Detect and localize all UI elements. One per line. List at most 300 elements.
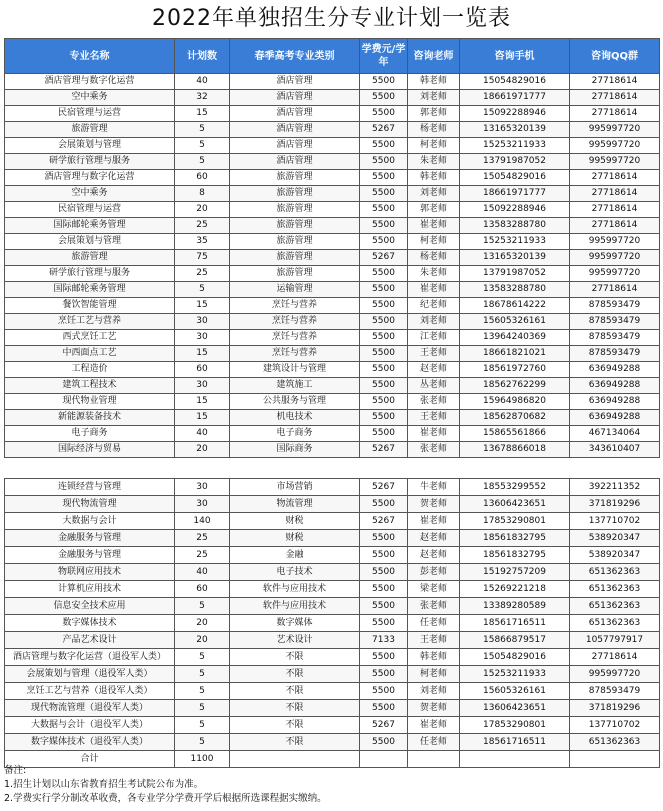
cell-teacher: 刘老师 xyxy=(408,683,460,700)
cell-tuition: 5500 xyxy=(360,598,408,615)
cell-major: 现代物流管理 xyxy=(5,496,175,513)
cell-qq: 371819296 xyxy=(570,700,660,717)
cell-phone: 15253211933 xyxy=(460,666,570,683)
header-major-name: 专业名称 xyxy=(5,39,175,74)
cell-major: 数字媒体技术（退役军人类） xyxy=(5,734,175,751)
cell-tuition: 5267 xyxy=(360,442,408,458)
cell-qq: 651362363 xyxy=(570,598,660,615)
header-row xyxy=(5,39,660,74)
cell-category: 软件与应用技术 xyxy=(230,598,360,615)
cell-phone: 13583288780 xyxy=(460,218,570,234)
total-value: 1100 xyxy=(175,751,230,768)
notes xyxy=(4,764,659,806)
cell-category: 软件与应用技术 xyxy=(230,581,360,598)
cell-plan: 20 xyxy=(175,442,230,458)
cell-plan: 5 xyxy=(175,649,230,666)
cell-category: 不限 xyxy=(230,683,360,700)
enrollment-table-part-2 xyxy=(4,478,660,768)
cell-plan: 25 xyxy=(175,218,230,234)
cell-teacher: 贺老师 xyxy=(408,496,460,513)
table-row xyxy=(5,106,660,122)
table-row xyxy=(5,154,660,170)
cell-teacher: 郭老师 xyxy=(408,106,460,122)
cell-category: 国际商务 xyxy=(230,442,360,458)
cell-qq: 343610407 xyxy=(570,442,660,458)
cell-qq: 371819296 xyxy=(570,496,660,513)
cell-plan: 60 xyxy=(175,362,230,378)
cell-phone: 18678614222 xyxy=(460,298,570,314)
cell-category: 不限 xyxy=(230,666,360,683)
cell-qq: 538920347 xyxy=(570,547,660,564)
cell-teacher: 赵老师 xyxy=(408,547,460,564)
cell-qq: 1057797917 xyxy=(570,632,660,649)
table-row xyxy=(5,362,660,378)
header-plan-count: 计划数 xyxy=(175,39,230,74)
cell-category: 电子技术 xyxy=(230,564,360,581)
table-row xyxy=(5,122,660,138)
cell-major: 烹饪工艺与营养 xyxy=(5,314,175,330)
cell-qq: 995997720 xyxy=(570,138,660,154)
cell-plan: 30 xyxy=(175,479,230,496)
cell-phone: 15866879517 xyxy=(460,632,570,649)
cell-major: 数字媒体技术 xyxy=(5,615,175,632)
cell-teacher: 江老师 xyxy=(408,330,460,346)
header-phone: 咨询手机 xyxy=(460,39,570,74)
cell-major: 中西面点工艺 xyxy=(5,346,175,362)
cell-tuition: 5500 xyxy=(360,666,408,683)
cell-teacher: 韩老师 xyxy=(408,74,460,90)
cell-category: 不限 xyxy=(230,734,360,751)
cell-qq: 995997720 xyxy=(570,234,660,250)
cell-major: 旅游管理 xyxy=(5,122,175,138)
cell-plan: 15 xyxy=(175,106,230,122)
cell-phone: 13389280589 xyxy=(460,598,570,615)
cell-qq: 27718614 xyxy=(570,170,660,186)
cell-tuition: 5500 xyxy=(360,106,408,122)
cell-plan: 60 xyxy=(175,170,230,186)
cell-category: 金融 xyxy=(230,547,360,564)
table-row xyxy=(5,615,660,632)
cell-plan: 20 xyxy=(175,615,230,632)
cell-tuition: 5500 xyxy=(360,496,408,513)
table-row xyxy=(5,632,660,649)
table-row xyxy=(5,170,660,186)
table-row xyxy=(5,666,660,683)
cell-category: 公共服务与管理 xyxy=(230,394,360,410)
cell-category: 酒店管理 xyxy=(230,138,360,154)
cell-qq: 651362363 xyxy=(570,615,660,632)
cell-category: 旅游管理 xyxy=(230,218,360,234)
cell-plan: 5 xyxy=(175,717,230,734)
cell-tuition: 5500 xyxy=(360,362,408,378)
cell-tuition: 5267 xyxy=(360,479,408,496)
cell-qq: 27718614 xyxy=(570,186,660,202)
cell-teacher: 赵老师 xyxy=(408,362,460,378)
cell-teacher: 崔老师 xyxy=(408,513,460,530)
cell-plan: 5 xyxy=(175,282,230,298)
cell-plan: 35 xyxy=(175,234,230,250)
cell-phone: 15865561866 xyxy=(460,426,570,442)
table-row xyxy=(5,298,660,314)
cell-phone: 13583288780 xyxy=(460,282,570,298)
cell-category: 酒店管理 xyxy=(230,154,360,170)
cell-category: 建筑施工 xyxy=(230,378,360,394)
cell-teacher: 韩老师 xyxy=(408,649,460,666)
cell-phone: 13964240369 xyxy=(460,330,570,346)
cell-tuition: 5500 xyxy=(360,154,408,170)
cell-plan: 60 xyxy=(175,581,230,598)
cell-category: 机电技术 xyxy=(230,410,360,426)
table-row xyxy=(5,218,660,234)
table-row xyxy=(5,266,660,282)
cell-tuition: 5500 xyxy=(360,202,408,218)
cell-tuition: 5500 xyxy=(360,186,408,202)
cell-tuition: 7133 xyxy=(360,632,408,649)
cell-qq: 27718614 xyxy=(570,649,660,666)
cell-qq: 27718614 xyxy=(570,282,660,298)
cell-tuition: 5267 xyxy=(360,122,408,138)
cell-teacher: 郭老师 xyxy=(408,202,460,218)
cell-teacher: 彭老师 xyxy=(408,564,460,581)
cell-category: 财税 xyxy=(230,530,360,547)
cell-tuition: 5500 xyxy=(360,683,408,700)
cell-category: 烹饪与营养 xyxy=(230,330,360,346)
cell-qq: 878593479 xyxy=(570,314,660,330)
header-qq: 咨询QQ群 xyxy=(570,39,660,74)
cell-major: 建筑工程技术 xyxy=(5,378,175,394)
cell-category: 酒店管理 xyxy=(230,74,360,90)
cell-category: 数字媒体 xyxy=(230,615,360,632)
cell-major: 会展策划与管理（退役军人类） xyxy=(5,666,175,683)
cell-category: 运输管理 xyxy=(230,282,360,298)
cell-plan: 5 xyxy=(175,734,230,751)
cell-category: 酒店管理 xyxy=(230,122,360,138)
cell-teacher: 刘老师 xyxy=(408,314,460,330)
cell-category: 建筑设计与管理 xyxy=(230,362,360,378)
cell-phone: 13791987052 xyxy=(460,266,570,282)
cell-major: 国际经济与贸易 xyxy=(5,442,175,458)
cell-plan: 32 xyxy=(175,90,230,106)
cell-qq: 878593479 xyxy=(570,330,660,346)
cell-major: 旅游管理 xyxy=(5,250,175,266)
cell-qq: 995997720 xyxy=(570,250,660,266)
cell-teacher: 赵老师 xyxy=(408,530,460,547)
cell-major: 空中乘务 xyxy=(5,186,175,202)
cell-major: 工程造价 xyxy=(5,362,175,378)
cell-plan: 30 xyxy=(175,314,230,330)
table-row xyxy=(5,496,660,513)
cell-phone: 17853290801 xyxy=(460,717,570,734)
cell-category: 酒店管理 xyxy=(230,106,360,122)
cell-teacher: 崔老师 xyxy=(408,282,460,298)
cell-major: 酒店管理与数字化运营 xyxy=(5,170,175,186)
cell-qq: 636949288 xyxy=(570,362,660,378)
cell-qq: 995997720 xyxy=(570,154,660,170)
cell-phone: 18661971777 xyxy=(460,186,570,202)
cell-category: 旅游管理 xyxy=(230,186,360,202)
cell-qq: 651362363 xyxy=(570,734,660,751)
cell-category: 物流管理 xyxy=(230,496,360,513)
cell-category: 旅游管理 xyxy=(230,202,360,218)
cell-phone: 18561832795 xyxy=(460,547,570,564)
cell-qq: 137710702 xyxy=(570,513,660,530)
cell-teacher: 朱老师 xyxy=(408,266,460,282)
cell-teacher: 张老师 xyxy=(408,442,460,458)
header-teacher: 咨询老师 xyxy=(408,39,460,74)
cell-teacher: 柯老师 xyxy=(408,138,460,154)
cell-phone: 13791987052 xyxy=(460,154,570,170)
cell-qq: 995997720 xyxy=(570,122,660,138)
cell-teacher: 韩老师 xyxy=(408,170,460,186)
table-row xyxy=(5,717,660,734)
cell-plan: 15 xyxy=(175,346,230,362)
cell-tuition: 5500 xyxy=(360,218,408,234)
cell-tuition: 5500 xyxy=(360,581,408,598)
table-row xyxy=(5,234,660,250)
cell-tuition: 5500 xyxy=(360,138,408,154)
cell-plan: 5 xyxy=(175,700,230,717)
cell-plan: 140 xyxy=(175,513,230,530)
cell-teacher: 牛老师 xyxy=(408,479,460,496)
cell-plan: 5 xyxy=(175,666,230,683)
table-row xyxy=(5,346,660,362)
cell-tuition: 5500 xyxy=(360,234,408,250)
cell-phone: 18561832795 xyxy=(460,530,570,547)
cell-major: 酒店管理与数字化运营（退役军人类） xyxy=(5,649,175,666)
cell-teacher: 纪老师 xyxy=(408,298,460,314)
cell-plan: 15 xyxy=(175,394,230,410)
cell-phone: 15192757209 xyxy=(460,564,570,581)
cell-qq: 27718614 xyxy=(570,106,660,122)
note-item: 2.学费实行学分制改革收费，各专业学分学费开学后根据所选课程据实缴纳。 xyxy=(4,793,327,804)
cell-teacher: 丛老师 xyxy=(408,378,460,394)
cell-major: 物联网应用技术 xyxy=(5,564,175,581)
cell-plan: 40 xyxy=(175,426,230,442)
cell-tuition: 5500 xyxy=(360,564,408,581)
cell-phone: 15092288946 xyxy=(460,106,570,122)
table-row xyxy=(5,442,660,458)
cell-qq: 878593479 xyxy=(570,346,660,362)
cell-category: 不限 xyxy=(230,700,360,717)
cell-plan: 25 xyxy=(175,547,230,564)
cell-major: 研学旅行管理与服务 xyxy=(5,266,175,282)
cell-teacher: 张老师 xyxy=(408,394,460,410)
cell-phone: 13165320139 xyxy=(460,250,570,266)
cell-teacher: 朱老师 xyxy=(408,154,460,170)
cell-plan: 20 xyxy=(175,632,230,649)
cell-teacher: 王老师 xyxy=(408,346,460,362)
cell-phone: 15253211933 xyxy=(460,138,570,154)
cell-tuition: 5267 xyxy=(360,250,408,266)
cell-tuition: 5500 xyxy=(360,266,408,282)
cell-qq: 636949288 xyxy=(570,410,660,426)
cell-teacher: 刘老师 xyxy=(408,90,460,106)
cell-plan: 8 xyxy=(175,186,230,202)
cell-major: 现代物流管理（退役军人类） xyxy=(5,700,175,717)
cell-teacher: 崔老师 xyxy=(408,218,460,234)
cell-category: 烹饪与营养 xyxy=(230,346,360,362)
cell-teacher: 杨老师 xyxy=(408,122,460,138)
table-row xyxy=(5,598,660,615)
cell-category: 旅游管理 xyxy=(230,170,360,186)
cell-major: 餐饮智能管理 xyxy=(5,298,175,314)
notes-heading: 备注: xyxy=(4,765,27,776)
cell-tuition: 5500 xyxy=(360,734,408,751)
table-row xyxy=(5,734,660,751)
cell-tuition: 5267 xyxy=(360,717,408,734)
total-label: 合计 xyxy=(5,751,175,768)
table-row xyxy=(5,202,660,218)
cell-qq: 467134064 xyxy=(570,426,660,442)
table-row xyxy=(5,74,660,90)
cell-category: 电子商务 xyxy=(230,426,360,442)
cell-category: 旅游管理 xyxy=(230,234,360,250)
cell-tuition: 5500 xyxy=(360,170,408,186)
table-row xyxy=(5,649,660,666)
cell-phone: 18661821021 xyxy=(460,346,570,362)
cell-major: 金融服务与管理 xyxy=(5,530,175,547)
cell-tuition: 5500 xyxy=(360,530,408,547)
cell-phone: 18562762299 xyxy=(460,378,570,394)
cell-tuition: 5500 xyxy=(360,700,408,717)
cell-teacher: 柯老师 xyxy=(408,234,460,250)
cell-phone: 13165320139 xyxy=(460,122,570,138)
cell-tuition: 5500 xyxy=(360,378,408,394)
table-row xyxy=(5,378,660,394)
table-row xyxy=(5,394,660,410)
cell-tuition: 5500 xyxy=(360,394,408,410)
cell-phone: 15054829016 xyxy=(460,74,570,90)
cell-phone: 18561972760 xyxy=(460,362,570,378)
cell-category: 烹饪与营养 xyxy=(230,298,360,314)
cell-qq: 651362363 xyxy=(570,581,660,598)
cell-tuition: 5500 xyxy=(360,314,408,330)
table-row xyxy=(5,683,660,700)
cell-major: 会展策划与管理 xyxy=(5,234,175,250)
cell-category: 市场营销 xyxy=(230,479,360,496)
cell-teacher: 柯老师 xyxy=(408,666,460,683)
cell-major: 产品艺术设计 xyxy=(5,632,175,649)
page-title: 2022年单独招生分专业计划一览表 xyxy=(152,6,511,31)
cell-qq: 538920347 xyxy=(570,530,660,547)
cell-major: 电子商务 xyxy=(5,426,175,442)
cell-phone: 15605326161 xyxy=(460,314,570,330)
cell-category: 烹饪与营养 xyxy=(230,314,360,330)
cell-major: 会展策划与管理 xyxy=(5,138,175,154)
cell-plan: 15 xyxy=(175,410,230,426)
cell-plan: 75 xyxy=(175,250,230,266)
cell-qq: 392211352 xyxy=(570,479,660,496)
cell-major: 烹饪工艺与营养（退役军人类） xyxy=(5,683,175,700)
cell-major: 大数据与会计（退役军人类） xyxy=(5,717,175,734)
header-category: 春季高考专业类别 xyxy=(230,39,360,74)
cell-phone: 18561716511 xyxy=(460,615,570,632)
cell-plan: 40 xyxy=(175,564,230,581)
cell-tuition: 5500 xyxy=(360,649,408,666)
cell-plan: 5 xyxy=(175,138,230,154)
table-row xyxy=(5,547,660,564)
cell-teacher: 王老师 xyxy=(408,632,460,649)
cell-tuition: 5500 xyxy=(360,410,408,426)
cell-teacher: 任老师 xyxy=(408,615,460,632)
cell-qq: 636949288 xyxy=(570,378,660,394)
cell-major: 国际邮轮乘务管理 xyxy=(5,282,175,298)
cell-teacher: 杨老师 xyxy=(408,250,460,266)
cell-major: 西式烹饪工艺 xyxy=(5,330,175,346)
cell-phone: 18661971777 xyxy=(460,90,570,106)
cell-phone: 15092288946 xyxy=(460,202,570,218)
cell-phone: 18562870682 xyxy=(460,410,570,426)
cell-phone: 13606423651 xyxy=(460,700,570,717)
table-row xyxy=(5,250,660,266)
cell-phone: 18553299552 xyxy=(460,479,570,496)
table-row xyxy=(5,186,660,202)
cell-category: 旅游管理 xyxy=(230,266,360,282)
cell-plan: 30 xyxy=(175,378,230,394)
cell-plan: 30 xyxy=(175,496,230,513)
cell-qq: 137710702 xyxy=(570,717,660,734)
cell-qq: 878593479 xyxy=(570,298,660,314)
cell-major: 国际邮轮乘务管理 xyxy=(5,218,175,234)
cell-plan: 20 xyxy=(175,202,230,218)
cell-teacher: 崔老师 xyxy=(408,426,460,442)
cell-major: 现代物业管理 xyxy=(5,394,175,410)
cell-plan: 25 xyxy=(175,530,230,547)
table-row xyxy=(5,90,660,106)
cell-phone: 13678866018 xyxy=(460,442,570,458)
cell-teacher: 王老师 xyxy=(408,410,460,426)
cell-plan: 5 xyxy=(175,122,230,138)
cell-category: 不限 xyxy=(230,649,360,666)
table-row xyxy=(5,581,660,598)
cell-major: 酒店管理与数字化运营 xyxy=(5,74,175,90)
cell-plan: 5 xyxy=(175,598,230,615)
cell-major: 新能源装备技术 xyxy=(5,410,175,426)
cell-major: 民宿管理与运营 xyxy=(5,202,175,218)
cell-plan: 5 xyxy=(175,683,230,700)
table-row xyxy=(5,282,660,298)
cell-teacher: 张老师 xyxy=(408,598,460,615)
cell-teacher: 任老师 xyxy=(408,734,460,751)
table-row xyxy=(5,530,660,547)
cell-qq: 995997720 xyxy=(570,266,660,282)
cell-tuition: 5500 xyxy=(360,426,408,442)
cell-phone: 15253211933 xyxy=(460,234,570,250)
table-row xyxy=(5,330,660,346)
cell-plan: 5 xyxy=(175,154,230,170)
cell-qq: 878593479 xyxy=(570,683,660,700)
cell-tuition: 5500 xyxy=(360,282,408,298)
table-row xyxy=(5,564,660,581)
cell-phone: 17853290801 xyxy=(460,513,570,530)
cell-tuition: 5500 xyxy=(360,298,408,314)
cell-qq: 27718614 xyxy=(570,218,660,234)
cell-major: 金融服务与管理 xyxy=(5,547,175,564)
cell-tuition: 5267 xyxy=(360,513,408,530)
table-row xyxy=(5,700,660,717)
table-row xyxy=(5,479,660,496)
cell-major: 大数据与会计 xyxy=(5,513,175,530)
cell-phone: 15964986820 xyxy=(460,394,570,410)
table-row xyxy=(5,314,660,330)
cell-major: 研学旅行管理与服务 xyxy=(5,154,175,170)
cell-tuition: 5500 xyxy=(360,547,408,564)
note-item: 1.招生计划以山东省教育招生考试院公布为准。 xyxy=(4,779,204,790)
cell-category: 财税 xyxy=(230,513,360,530)
cell-category: 不限 xyxy=(230,717,360,734)
cell-teacher: 梁老师 xyxy=(408,581,460,598)
cell-major: 连锁经营与管理 xyxy=(5,479,175,496)
